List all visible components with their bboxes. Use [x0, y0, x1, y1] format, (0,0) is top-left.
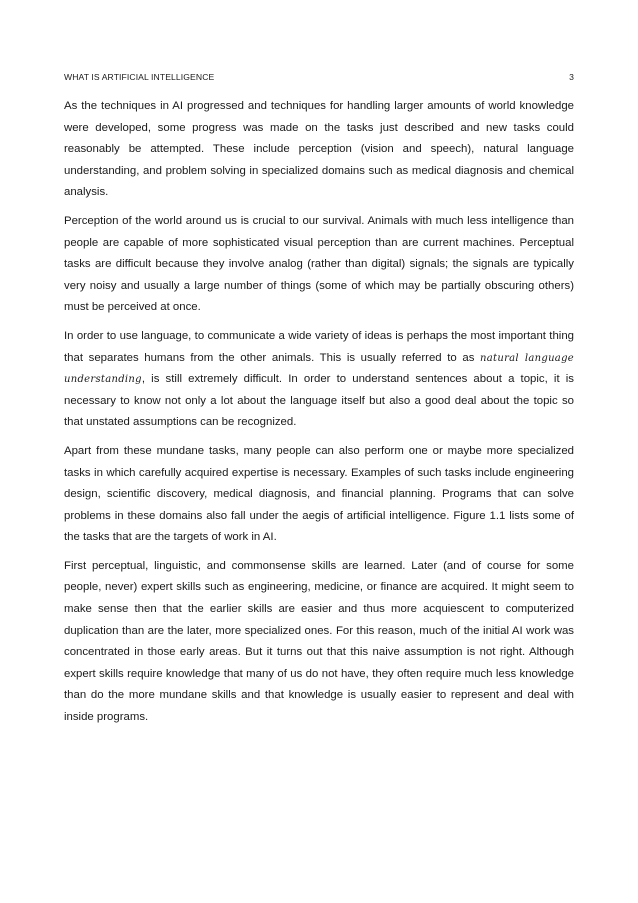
running-header-title: WHAT IS ARTIFICIAL INTELLIGENCE — [64, 72, 215, 82]
paragraph-language-lead: In order to use language, to communicate a wide variety of ideas is perhaps the most important thing that separates humans from the other animals. This is usually referred to as — [64, 329, 574, 364]
natural-language-understanding-term: natural language understanding — [64, 352, 574, 386]
paragraph-perception: Perception of the world around us is crucial to our survival. Animals with much less intelligence than people are capable of more sophisticated visual perception than are current machines. Perceptual tasks are difficult because they involve analog (rather than digital) signals; the signals are typically very noisy and usually a large number of things (some of which may be partially obscuring others) must be perceived at once. — [64, 214, 574, 314]
body-text — [64, 96, 574, 736]
paragraph-language — [64, 326, 574, 434]
paragraph-language-rest: , is still extremely difficult. In order to understand sentences about a topic, it is necessary to know not only a lot about the language itself but also a good deal about the topic so that unstated assumptions can be recognized. — [64, 373, 574, 429]
running-header — [64, 72, 574, 83]
paragraph-skills-learned: First perceptual, linguistic, and commonsense skills are learned. Later (and of course for some people, never) expert skills such as engineering, medicine, or finance are acquired. It might seem to make sense then that the earlier skills are easier and thus more acquiescent to computerized duplication than are the later, more specialized ones. For this reason, much of the initial AI work was concentrated in those early areas. But it turns out that this naive assumption is not right. Although expert skills require knowledge that many of us do not have, they often require much less knowledge than do the more mundane skills and that knowledge is usually easier to represent and deal with inside programs. — [64, 559, 574, 724]
paragraph-specialized-tasks: Apart from these mundane tasks, many people can also perform one or maybe more specialized tasks in which carefully acquired expertise is necessary. Examples of such tasks include engineering design, scientific discovery, medical diagnosis, and financial planning. Programs that can solve problems in these domains also fall under the aegis of artificial intelligence. Figure 1.1 lists some of the tasks that are the targets of work in AI. — [64, 444, 574, 544]
page-number: 3 — [569, 72, 574, 82]
paragraph-techniques-progress: As the techniques in AI progressed and techniques for handling larger amounts of world knowledge were developed, some progress was made on the tasks just described and new tasks could reasonably be attempted. These include perception (vision and speech), natural language understanding, and problem solving in specialized domains such as medical diagnosis and chemical analysis. — [64, 100, 574, 199]
